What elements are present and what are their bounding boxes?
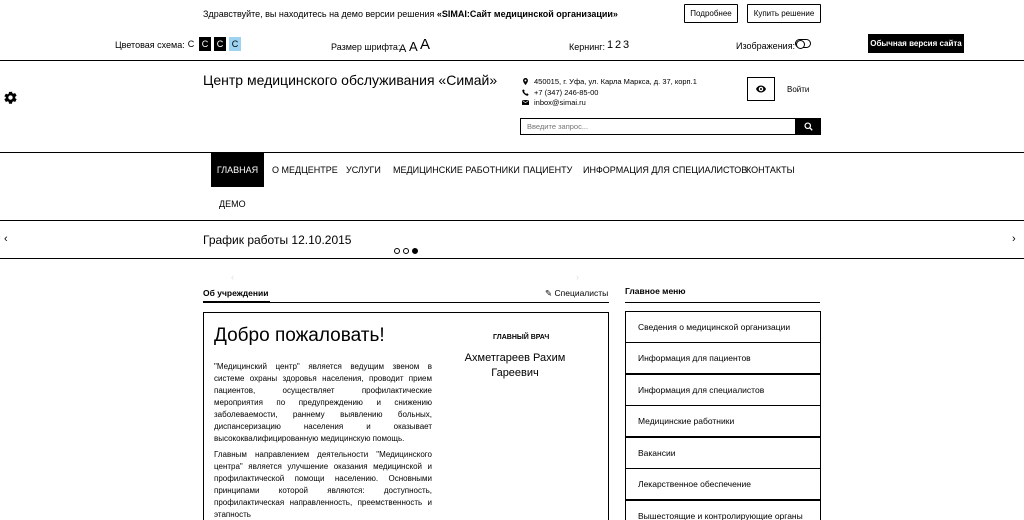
slider-dot-active[interactable] bbox=[412, 248, 418, 254]
buy-button[interactable]: Купить решение bbox=[747, 4, 821, 23]
divider bbox=[0, 220, 1024, 221]
main-menu-title: Главное меню bbox=[625, 286, 686, 296]
welcome-paragraph: "Медицинский центр" является ведущим звеном в системе охраны здоровья населения, проводит прием пациентов, осуществляет профилактические мероприятия по предупреждению и снижению заболеваемости, раннему выявлению больных, диспансеризацию населения и оказывает высококвалифицированную медицинскую помощь. bbox=[214, 362, 432, 443]
kerning-2[interactable]: 2 bbox=[615, 39, 622, 51]
org-name[interactable]: Центр медицинского обслуживания «Симай» bbox=[203, 72, 498, 88]
menu-item-supervisory-bodies[interactable]: Вышестоящие и контролирующие органы bbox=[625, 500, 821, 520]
font-size-label: Размер шрифта: bbox=[331, 42, 401, 52]
welcome-paragraph: Главным направлением деятельности "Медицинского центра" является улучшение оказания медицинской и профилактической помощи населению. Основными принципами которой являются: доступность, профилактическая направленность, преемственность и этапность bbox=[214, 450, 432, 519]
search-input[interactable] bbox=[520, 118, 796, 135]
menu-item-org-info[interactable]: Сведения о медицинской организации bbox=[625, 311, 821, 343]
nav-item-patients[interactable]: ПАЦИЕНТУ bbox=[523, 165, 573, 175]
menu-item-vacancies[interactable]: Вакансии bbox=[625, 437, 821, 469]
menu-item-specialists-info[interactable]: Информация для специалистов bbox=[625, 374, 821, 406]
color-scheme-dark[interactable]: С bbox=[214, 37, 226, 51]
color-scheme-blue[interactable]: С bbox=[229, 37, 241, 51]
slider-dot[interactable] bbox=[394, 248, 400, 254]
contact-email bbox=[522, 98, 586, 107]
slider-dot[interactable] bbox=[403, 248, 409, 254]
gear-icon[interactable] bbox=[3, 90, 18, 105]
font-size-large[interactable]: A bbox=[420, 36, 431, 53]
images-toggle[interactable] bbox=[795, 39, 811, 48]
menu-item-patients-info[interactable]: Информация для пациентов bbox=[625, 342, 821, 374]
tag-icon: ✎ bbox=[545, 288, 553, 298]
color-scheme-white[interactable]: С bbox=[185, 37, 197, 51]
map-marker-icon bbox=[522, 78, 529, 85]
demo-notice-text: Здравствуйте, вы находитесь на демо версии решения bbox=[203, 9, 437, 19]
tabs-next-icon: › bbox=[576, 272, 579, 282]
tabs-prev-icon: ‹ bbox=[231, 272, 234, 282]
nav-item-about[interactable]: О МЕДЦЕНТРЕ bbox=[272, 165, 338, 175]
color-scheme-black[interactable]: С bbox=[199, 37, 211, 51]
demo-product-name: «SIMAI:Сайт медицинской организации» bbox=[436, 9, 618, 19]
phone-text[interactable]: +7 (347) 246-85-00 bbox=[534, 88, 599, 97]
slider-next-button[interactable]: › bbox=[1012, 233, 1016, 245]
menu-item-drug-supply[interactable]: Лекарственное обеспечение bbox=[625, 468, 821, 500]
kerning-label: Кернинг: bbox=[569, 42, 606, 52]
search-button[interactable] bbox=[796, 118, 821, 135]
welcome-title: Добро пожаловать! bbox=[214, 325, 385, 346]
font-size-small[interactable]: A bbox=[399, 43, 407, 55]
nav-item-contacts[interactable]: КОНТАКТЫ bbox=[746, 165, 795, 175]
phone-icon bbox=[522, 89, 529, 96]
nav-item-services[interactable]: УСЛУГИ bbox=[346, 165, 381, 175]
main-menu-divider bbox=[625, 302, 820, 303]
contact-address bbox=[522, 77, 697, 86]
envelope-icon bbox=[522, 99, 529, 106]
menu-item-medical-staff[interactable]: Медицинские работники bbox=[625, 405, 821, 437]
slider-prev-button[interactable]: ‹ bbox=[4, 233, 8, 245]
eye-icon bbox=[756, 85, 766, 93]
contact-phone bbox=[522, 88, 598, 97]
kerning-1[interactable]: 1 bbox=[607, 39, 614, 51]
normal-version-button[interactable]: Обычная версия сайта bbox=[868, 34, 964, 53]
chief-doctor-name[interactable]: Ахметгареев Рахим Гареевич bbox=[464, 352, 566, 379]
slide-title[interactable]: График работы 12.10.2015 bbox=[203, 233, 352, 247]
tabs-divider bbox=[203, 302, 609, 303]
chief-doctor-role: ГЛАВНЫЙ ВРАЧ bbox=[493, 334, 550, 341]
color-scheme-label: Цветовая схема: bbox=[115, 40, 185, 50]
login-link[interactable]: Войти bbox=[787, 85, 810, 94]
nav-item-specialists[interactable]: ИНФОРМАЦИЯ ДЛЯ СПЕЦИАЛИСТОВ bbox=[583, 165, 748, 175]
divider bbox=[0, 60, 1024, 61]
nav-item-home[interactable]: ГЛАВНАЯ bbox=[211, 153, 264, 187]
tab-specialists-label: Специалисты bbox=[554, 288, 609, 298]
nav-item-demo[interactable]: ДЕМО bbox=[219, 199, 246, 209]
kerning-3[interactable]: 3 bbox=[623, 39, 630, 51]
more-button[interactable]: Подробнее bbox=[684, 4, 738, 23]
search-icon bbox=[804, 122, 813, 131]
nav-item-medical-staff[interactable]: МЕДИЦИНСКИЕ РАБОТНИКИ bbox=[393, 165, 520, 175]
email-text[interactable]: inbox@simai.ru bbox=[534, 98, 586, 107]
font-size-medium[interactable]: A bbox=[409, 39, 418, 54]
divider bbox=[0, 258, 1024, 259]
address-text: 450015, г. Уфа, ул. Карла Маркса, д. 37, корп.1 bbox=[534, 77, 697, 86]
accessibility-button[interactable] bbox=[747, 77, 775, 101]
tab-about[interactable]: Об учреждении bbox=[203, 288, 270, 303]
demo-notice bbox=[203, 9, 618, 19]
images-label: Изображения: bbox=[736, 41, 796, 51]
tab-specialists[interactable] bbox=[545, 288, 608, 299]
